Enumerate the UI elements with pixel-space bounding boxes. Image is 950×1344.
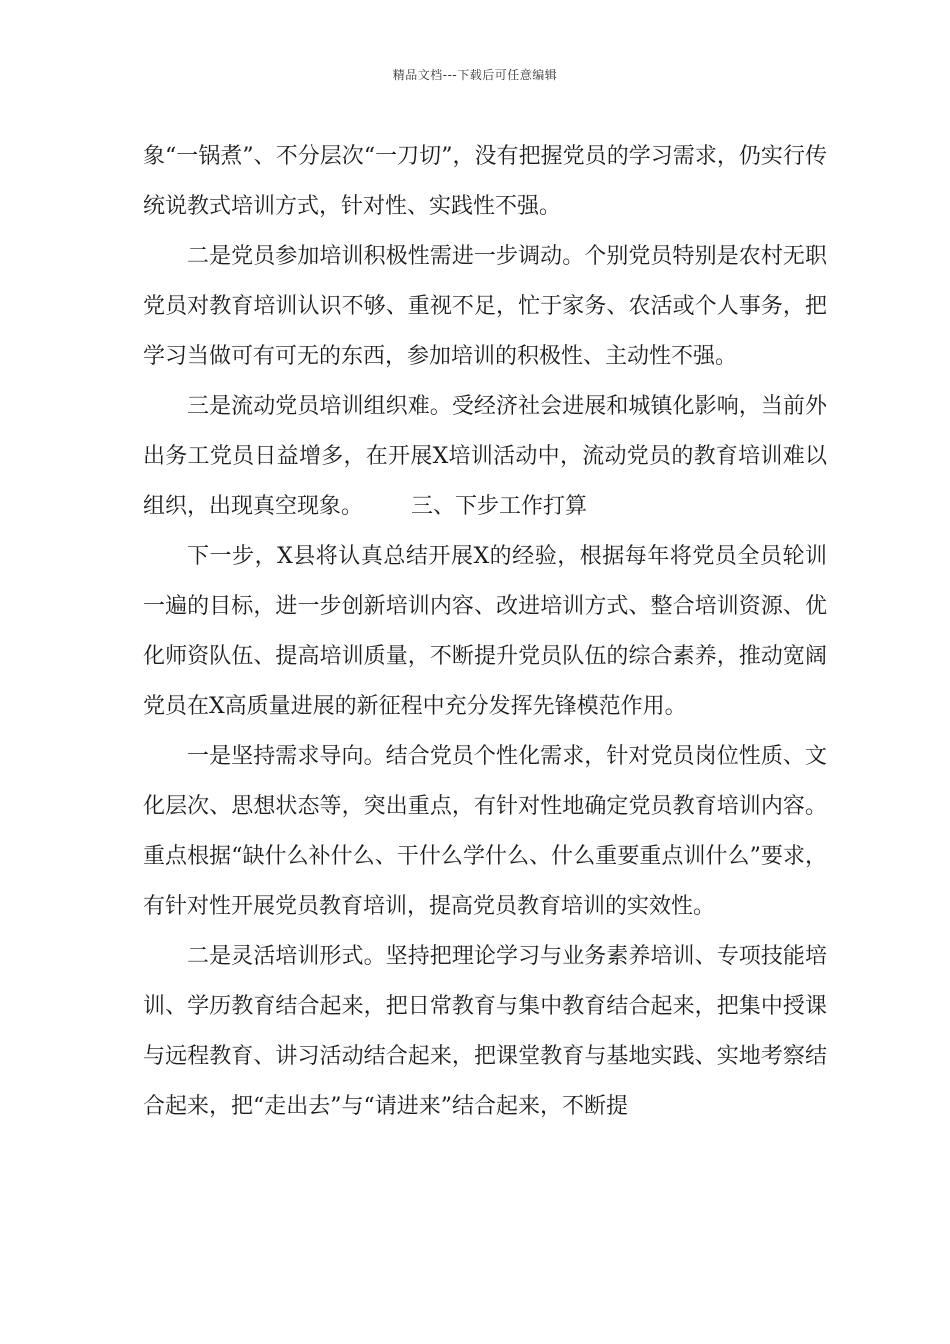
- document-body: [143, 132, 827, 1132]
- paragraph-point-three: [143, 382, 827, 532]
- paragraph-demand-oriented: 一是坚持需求导向。结合党员个性化需求，针对党员岗位性质、文化层次、思想状态等，突出重点，有针对性地确定党员教育培训内容。重点根据“缺什么补什么、干什么学什么、什么重要重点训什么”要求，有针对性开展党员教育培训，提高党员教育培训的实效性。: [143, 744, 827, 919]
- paragraph-point-two: 二是党员参加培训积极性需进一步调动。个别党员特别是农村无职党员对教育培训认识不够、重视不足，忙于家务、农活或个人事务，把学习当做可有可无的东西，参加培训的积极性、主动性不强。: [143, 244, 827, 369]
- section-heading-next-steps: 三、下步工作打算: [411, 494, 588, 519]
- paragraph-next-step: 下一步，X县将认真总结开展X的经验，根据每年将党员全员轮训一遍的目标，进一步创新培训内容、改进培训方式、整合培训资源、优化师资队伍、提高培训质量，不断提升党员队伍的综合素养，推动宽阔党员在X高质量进展的新征程中充分发挥先锋模范作用。: [143, 544, 827, 719]
- paragraph-point-three-text: 三是流动党员培训组织难。受经济社会进展和城镇化影响，当前外出务工党员日益增多，在开展X培训活动中，流动党员的教育培训难以组织，出现真空现象。: [143, 394, 827, 519]
- paragraph-flexible-training: 二是灵活培训形式。坚持把理论学习与业务素养培训、专项技能培训、学历教育结合起来，把日常教育与集中教育结合起来，把集中授课与远程教育、讲习活动结合起来，把课堂教育与基地实践、实地考察结合起来，把“走出去”与“请进来”结合起来，不断提: [143, 944, 827, 1119]
- page-header: 精品文档---下载后可任意编辑: [392, 68, 558, 82]
- paragraph-continuation: 象“一锅煮”、不分层次“一刀切”，没有把握党员的学习需求，仍实行传统说教式培训方式，针对性、实践性不强。: [143, 144, 827, 219]
